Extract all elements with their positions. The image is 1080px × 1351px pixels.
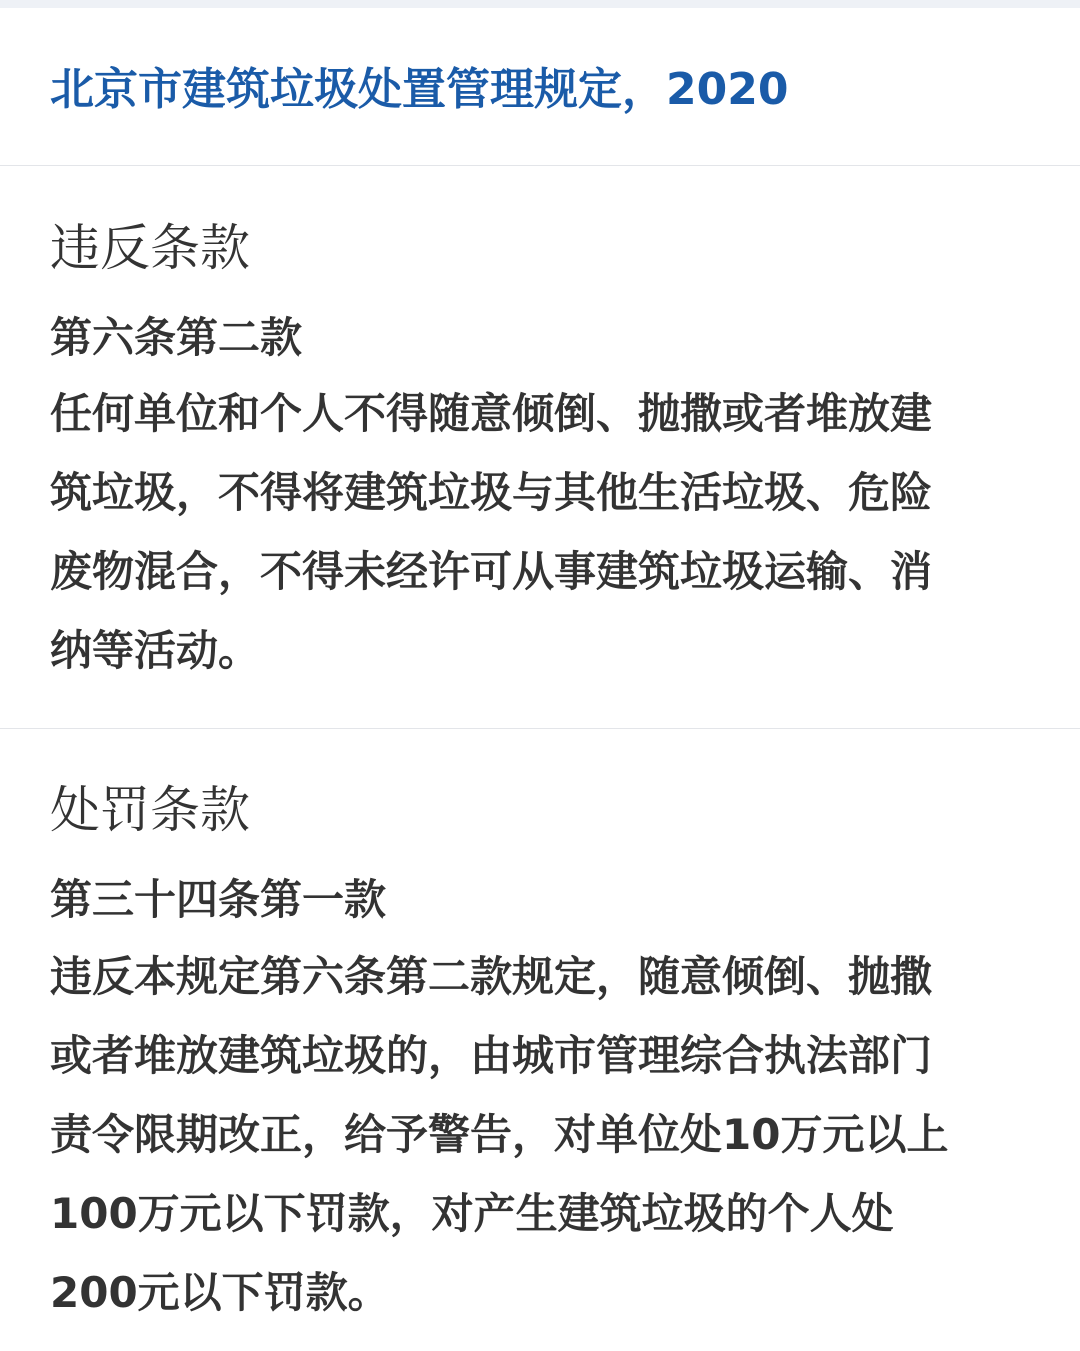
violation-article-ref: 第六条第二款 [50, 313, 303, 362]
violation-text-line: 纳等活动。 [50, 626, 261, 675]
violation-heading: 违反条款 [50, 219, 250, 277]
top-strip [0, 0, 1080, 8]
law-title-link[interactable]: 北京市建筑垃圾处置管理规定，2020 [50, 64, 789, 115]
violation-text-line: 筑垃圾，不得将建筑垃圾与其他生活垃圾、危险 [50, 468, 933, 517]
violation-article-text [50, 374, 1040, 690]
penalty-heading: 处罚条款 [50, 781, 250, 839]
penalty-text-line: 或者堆放建筑垃圾的，由城市管理综合执法部门 [50, 1031, 933, 1080]
penalty-text-line: 违反本规定第六条第二款规定，随意倾倒、抛撒 [50, 952, 933, 1001]
divider-middle [0, 728, 1080, 729]
penalty-text-line: 200元以下罚款。 [50, 1268, 390, 1317]
penalty-article-ref: 第三十四条第一款 [50, 875, 387, 924]
penalty-text-line: 100万元以下罚款，对产生建筑垃圾的个人处 [50, 1189, 894, 1238]
violation-text-line: 废物混合，不得未经许可从事建筑垃圾运输、消 [50, 547, 933, 596]
penalty-text-line: 责令限期改正，给予警告，对单位处10万元以上 [50, 1110, 949, 1159]
violation-text-line: 任何单位和个人不得随意倾倒、抛撒或者堆放建 [50, 389, 933, 438]
penalty-article-text [50, 937, 1040, 1332]
divider-top [0, 165, 1080, 166]
